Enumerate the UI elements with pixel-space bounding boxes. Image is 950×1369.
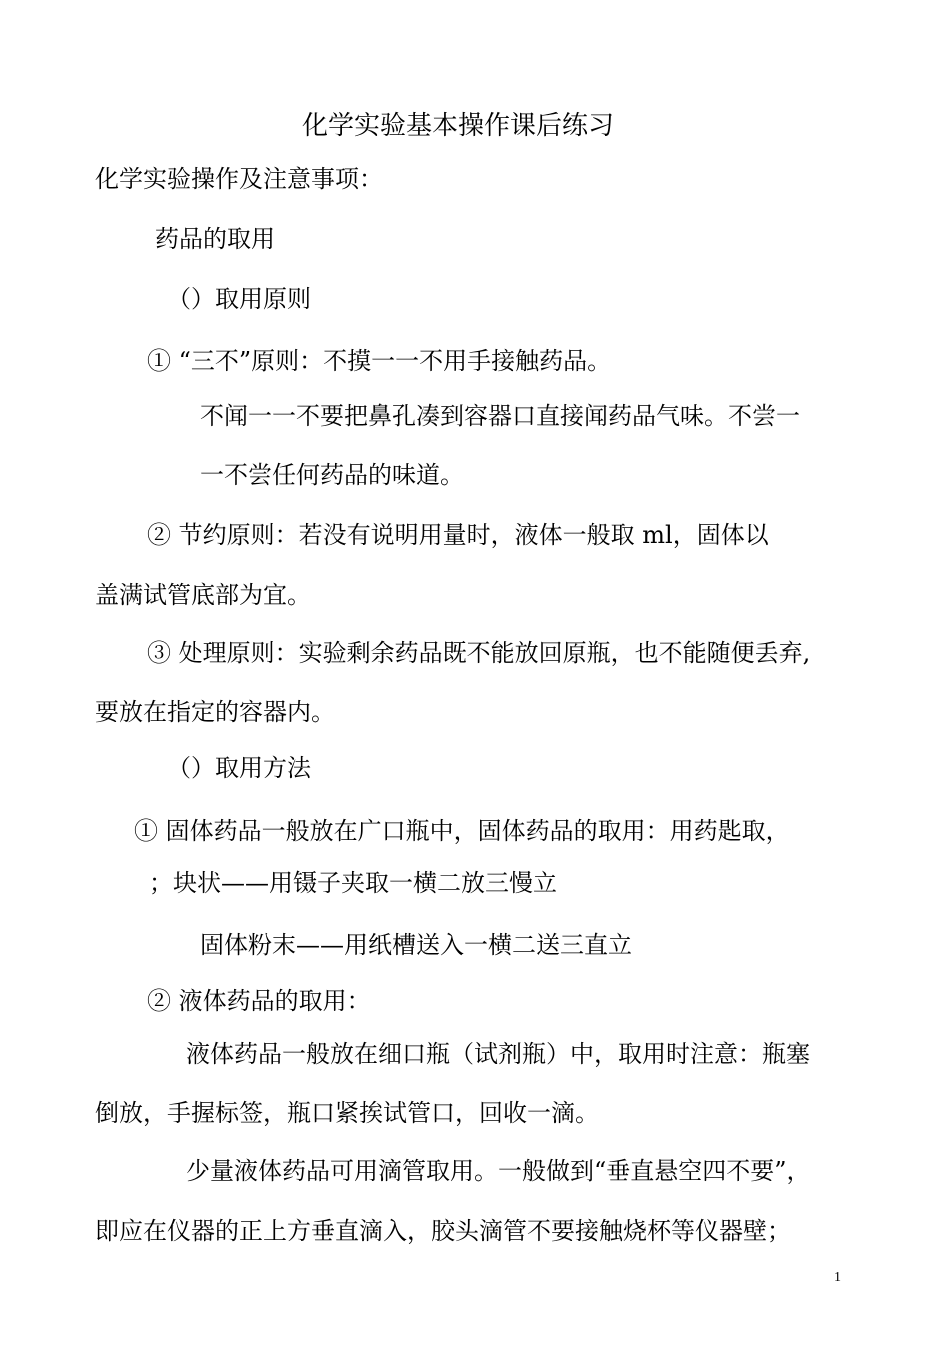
rule-2-line-2: 盖满试管底部为宜。 [95, 581, 311, 609]
method-2-line-2: 倒放，手握标签，瓶口紧挨试管口，回收一滴。 [95, 1099, 599, 1127]
page-number: 1 [834, 1270, 841, 1285]
method-1-line-2: ；块状——用镊子夹取一横二放三慢立 [149, 869, 557, 897]
rule-1-line-3: 一不尝任何药品的味道。 [200, 461, 464, 489]
method-2-line-3: 少量液体药品可用滴管取用。一般做到“垂直悬空四不要”， [186, 1157, 811, 1185]
rule-1-line-1: ① “三不”原则：不摸一一不用手接触药品。 [147, 347, 612, 375]
method-1-line-3: 固体粉末——用纸槽送入一横二送三直立 [200, 931, 632, 959]
page-title: 化学实验基本操作课后练习 [302, 111, 615, 141]
method-2-line-4: 即应在仪器的正上方垂直滴入，胶头滴管不要接触烧杯等仪器壁； [95, 1217, 791, 1245]
rule-3-line-2: 要放在指定的容器内。 [95, 698, 335, 726]
rule-3-line-1: ③ 处理原则：实验剩余药品既不能放回原瓶，也不能随便丢弃, [147, 639, 811, 667]
methods-heading: （）取用方法 [167, 754, 311, 782]
sub-heading: 药品的取用 [155, 225, 275, 253]
principles-heading: （）取用原则 [167, 285, 311, 313]
method-1-line-1: ① 固体药品一般放在广口瓶中，固体药品的取用：用药匙取， [134, 817, 790, 845]
rule-2-line-1: ② 节约原则：若没有说明用量时，液体一般取 ml，固体以 [147, 521, 769, 549]
method-2-line-1: 液体药品一般放在细口瓶（试剂瓶）中，取用时注意：瓶塞 [186, 1040, 810, 1068]
rule-1-line-2: 不闻一一不要把鼻孔凑到容器口直接闻药品气味。不尝一 [200, 402, 800, 430]
method-2-heading: ② 液体药品的取用： [147, 987, 371, 1015]
section-heading: 化学实验操作及注意事项： [95, 165, 383, 193]
